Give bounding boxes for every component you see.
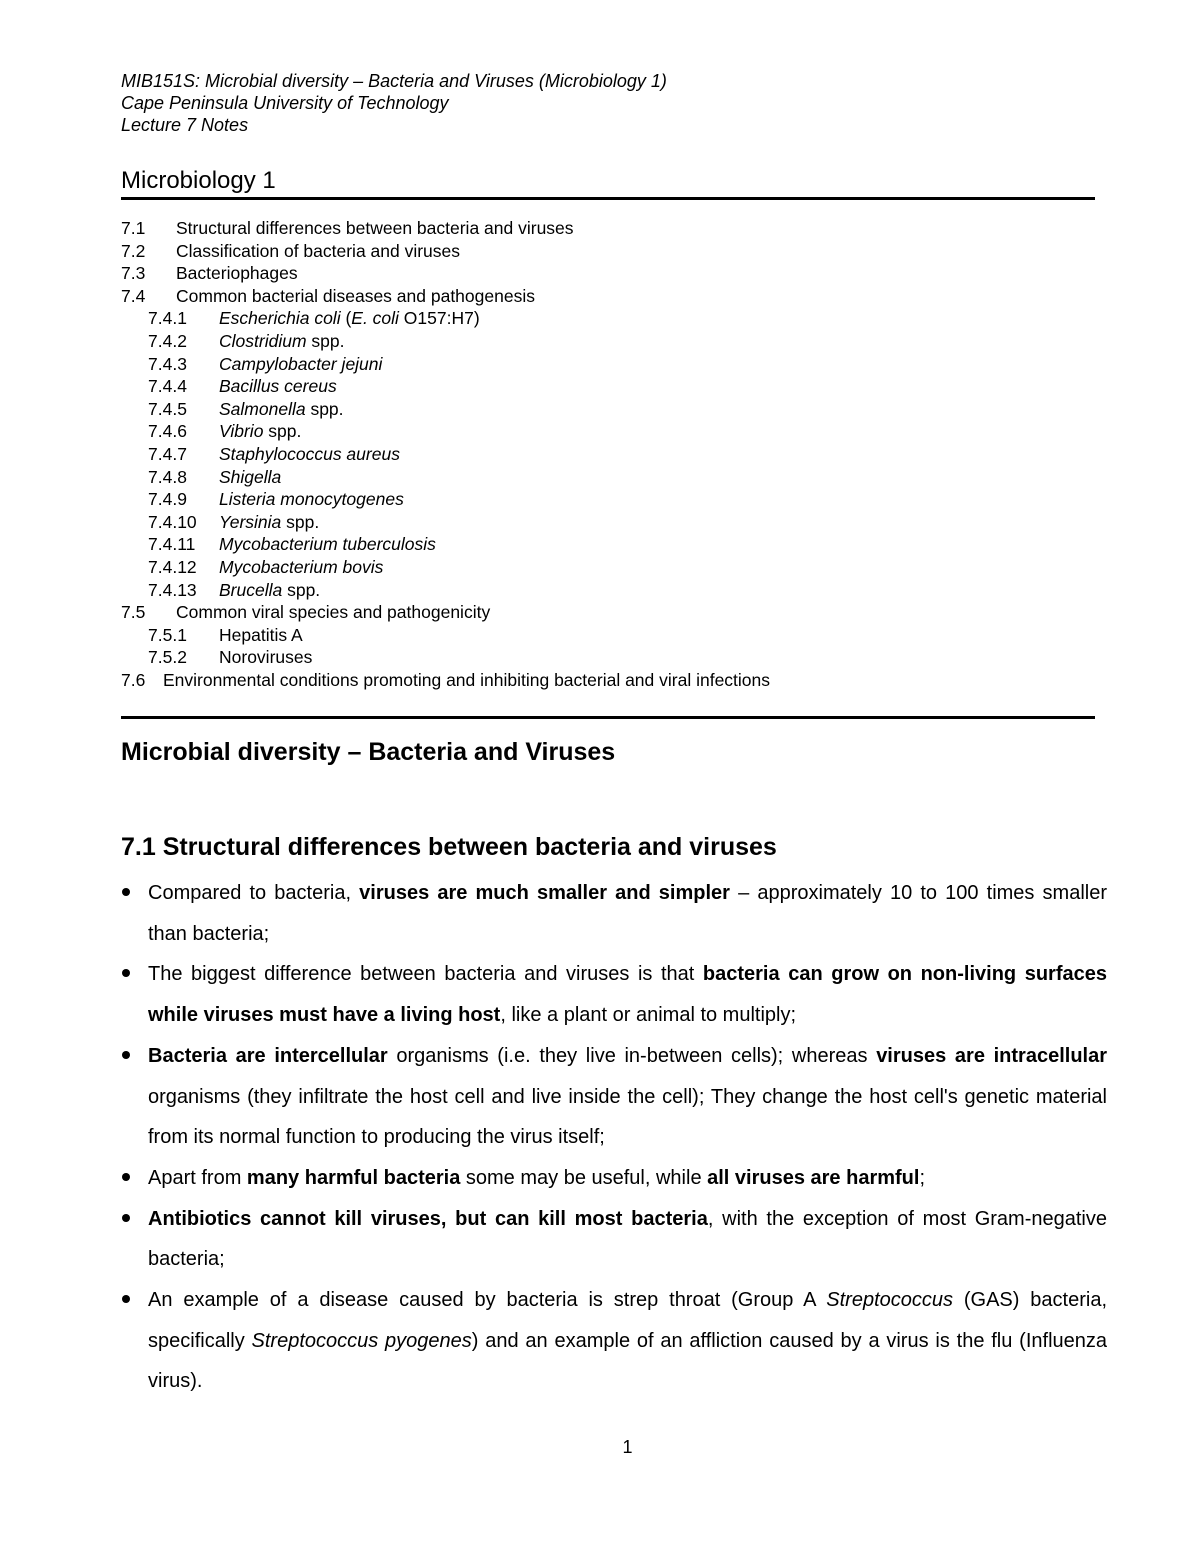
toc-text: Noroviruses bbox=[219, 647, 313, 668]
header-lecture: Lecture 7 Notes bbox=[121, 115, 249, 135]
toc-text: Environmental conditions promoting and inhibiting bacterial and viral infections bbox=[163, 669, 771, 690]
bullet-text: , with the exception of most Gram-negative bacteria; bbox=[148, 1207, 1107, 1271]
toc-text: Hepatitis A bbox=[219, 624, 303, 645]
bullet-dot-icon bbox=[122, 969, 130, 977]
toc-text bbox=[219, 579, 320, 602]
toc-number: 7.4.8 bbox=[148, 466, 187, 487]
toc-subitem bbox=[121, 579, 1095, 602]
species-name: Streptococcus pyogenes bbox=[251, 1329, 472, 1352]
toc-subitem bbox=[121, 646, 1095, 669]
toc-subitem bbox=[121, 353, 1095, 376]
bullet-item bbox=[121, 873, 1107, 954]
toc-subitem bbox=[121, 556, 1095, 579]
bullet-text: some may be useful, while bbox=[460, 1166, 708, 1189]
toc-item bbox=[121, 262, 1095, 285]
page-title: Microbiology 1 bbox=[121, 167, 276, 194]
toc-subitem bbox=[121, 488, 1095, 511]
toc-number: 7.4 bbox=[121, 285, 146, 306]
toc-text-part: spp. bbox=[306, 330, 345, 351]
bullet-dot-icon bbox=[122, 1214, 130, 1222]
toc-number: 7.4.1 bbox=[148, 308, 187, 329]
toc-text bbox=[219, 511, 319, 534]
toc-text-part: spp. bbox=[281, 511, 320, 532]
toc-number: 7.5 bbox=[121, 602, 146, 623]
toc-text bbox=[219, 556, 383, 579]
toc-number: 7.3 bbox=[121, 263, 146, 284]
bullet-text: organisms (they infiltrate the host cell and live inside the cell); They change the host cell's genetic material from its normal function to producing the virus itself; bbox=[148, 1085, 1107, 1149]
toc-text bbox=[219, 398, 344, 421]
toc-text bbox=[219, 466, 281, 489]
bullet-text: , like a plant or animal to multiply; bbox=[500, 1004, 797, 1027]
bullet-list bbox=[121, 873, 1107, 1402]
toc-text: Classification of bacteria and viruses bbox=[176, 240, 461, 261]
bullet-text: The biggest difference between bacteria and viruses is that bbox=[148, 963, 703, 986]
species-name: Staphylococcus aureus bbox=[219, 443, 400, 464]
toc-number: 7.4.5 bbox=[148, 398, 187, 419]
toc-subitem bbox=[121, 398, 1095, 421]
species-name: Brucella bbox=[219, 579, 283, 600]
toc-text bbox=[219, 353, 382, 376]
bullet-bold-text: viruses are much smaller and simpler bbox=[359, 882, 730, 904]
species-name: Vibrio bbox=[219, 421, 264, 442]
toc-text: Structural differences between bacteria and viruses bbox=[176, 218, 574, 238]
toc-subitem bbox=[121, 330, 1095, 353]
bullet-item bbox=[121, 1036, 1107, 1158]
bullet-text: Compared to bacteria, bbox=[148, 882, 360, 904]
toc-subitem bbox=[121, 533, 1095, 556]
toc-text bbox=[219, 420, 301, 443]
bullet-dot-icon bbox=[122, 1051, 130, 1059]
toc-subitem bbox=[121, 307, 1095, 330]
bullet-bold-text: Antibiotics cannot kill viruses, but can kill most bacteria bbox=[148, 1207, 708, 1230]
species-name: Campylobacter jejuni bbox=[219, 353, 383, 374]
bullet-text: ; bbox=[919, 1166, 926, 1189]
toc-subitem bbox=[121, 624, 1095, 647]
toc-text-part: O157:H7) bbox=[398, 308, 480, 329]
page-number: 1 bbox=[622, 1437, 633, 1457]
species-name: E. coli bbox=[351, 308, 399, 329]
toc-text: Common viral species and pathogenicity bbox=[176, 602, 491, 623]
species-name: Escherichia coli bbox=[219, 308, 341, 329]
species-name: Shigella bbox=[219, 466, 282, 487]
toc-item bbox=[121, 601, 1095, 624]
toc-text bbox=[219, 330, 344, 353]
species-name: Clostridium bbox=[219, 330, 307, 351]
toc-number: 7.4.2 bbox=[148, 330, 187, 351]
bullet-item bbox=[121, 1199, 1107, 1280]
toc-number: 7.5.1 bbox=[148, 624, 187, 645]
toc-number: 7.1 bbox=[121, 218, 146, 238]
toc-text bbox=[219, 307, 480, 330]
toc-number: 7.4.7 bbox=[148, 443, 187, 464]
toc-text: Common bacterial diseases and pathogenesis bbox=[176, 285, 535, 306]
toc-item bbox=[121, 285, 1095, 308]
toc-text bbox=[219, 375, 337, 398]
bullet-bold-text: many harmful bacteria bbox=[246, 1166, 461, 1189]
toc-text: Bacteriophages bbox=[176, 263, 298, 284]
bullet-text: (GAS) bacteria, specifically bbox=[148, 1289, 1107, 1352]
toc-text-part: ( bbox=[340, 308, 352, 329]
toc-subitem bbox=[121, 375, 1095, 398]
bullet-bold-text: all viruses are harmful bbox=[707, 1166, 920, 1189]
toc-number: 7.4.10 bbox=[148, 511, 197, 532]
toc-subitem bbox=[121, 466, 1095, 489]
toc-text bbox=[219, 533, 436, 556]
title-rule bbox=[121, 197, 1095, 200]
species-name: Streptococcus bbox=[826, 1289, 953, 1312]
toc-number: 7.4.9 bbox=[148, 489, 187, 510]
header-university: Cape Peninsula University of Technology bbox=[121, 93, 449, 113]
header-course: MIB151S: Microbial diversity – Bacteria and Viruses (Microbiology 1) bbox=[121, 71, 667, 91]
toc-text bbox=[219, 488, 404, 511]
bullet-text: ) and an example of an affliction caused by a virus is the flu (Influenza virus). bbox=[148, 1329, 1108, 1393]
bullet-dot-icon bbox=[122, 1295, 130, 1303]
toc-number: 7.4.4 bbox=[148, 376, 187, 397]
bullet-item bbox=[121, 954, 1107, 1035]
species-name: Mycobacterium tuberculosis bbox=[219, 534, 436, 555]
species-name: Salmonella bbox=[219, 398, 306, 419]
bullet-item bbox=[121, 1158, 1107, 1199]
toc-number: 7.4.3 bbox=[148, 353, 187, 374]
bullet-bold-text: Bacteria are intercellular bbox=[148, 1044, 388, 1067]
toc-number: 7.4.13 bbox=[148, 579, 197, 600]
bullet-bold-text: bacteria can grow on non-living surfaces while viruses must have a living host bbox=[148, 963, 1107, 1027]
toc-number: 7.5.2 bbox=[148, 647, 187, 668]
toc-text-part: spp. bbox=[263, 421, 302, 442]
toc-subitem bbox=[121, 443, 1095, 466]
toc-text-part: spp. bbox=[305, 398, 344, 419]
toc-item bbox=[121, 240, 1095, 263]
toc-number: 7.2 bbox=[121, 240, 146, 261]
toc-number: 7.4.12 bbox=[148, 556, 197, 577]
species-name: Listeria monocytogenes bbox=[219, 489, 404, 510]
bullet-bold-text: viruses are intracellular bbox=[876, 1044, 1107, 1067]
section-title: Microbial diversity – Bacteria and Viruses bbox=[121, 738, 616, 766]
species-name: Bacillus cereus bbox=[219, 376, 337, 397]
toc-item bbox=[121, 217, 1095, 240]
toc-number: 7.4.11 bbox=[148, 534, 196, 555]
bullet-text: An example of a disease caused by bacteria is strep throat (Group A bbox=[148, 1289, 827, 1312]
toc-text bbox=[219, 443, 400, 466]
toc-item bbox=[121, 669, 1095, 692]
bullet-text: – approximately 10 to 100 times smaller than bacteria; bbox=[148, 882, 1108, 945]
bullet-dot-icon bbox=[122, 1173, 130, 1181]
toc-number: 7.6 bbox=[121, 669, 146, 690]
species-name: Mycobacterium bovis bbox=[219, 556, 384, 577]
toc-number: 7.4.6 bbox=[148, 421, 187, 442]
table-of-contents bbox=[121, 217, 1095, 691]
bullet-text: organisms (i.e. they live in-between cells); whereas bbox=[387, 1044, 877, 1067]
subsection-title: 7.1 Structural differences between bacteria and viruses bbox=[121, 833, 777, 861]
species-name: Yersinia bbox=[219, 511, 282, 532]
toc-rule bbox=[121, 716, 1095, 719]
toc-subitem bbox=[121, 511, 1095, 534]
toc-text-part: spp. bbox=[282, 579, 321, 600]
bullet-dot-icon bbox=[122, 888, 130, 896]
bullet-item bbox=[121, 1280, 1107, 1402]
toc-subitem bbox=[121, 420, 1095, 443]
bullet-text: Apart from bbox=[148, 1166, 247, 1189]
